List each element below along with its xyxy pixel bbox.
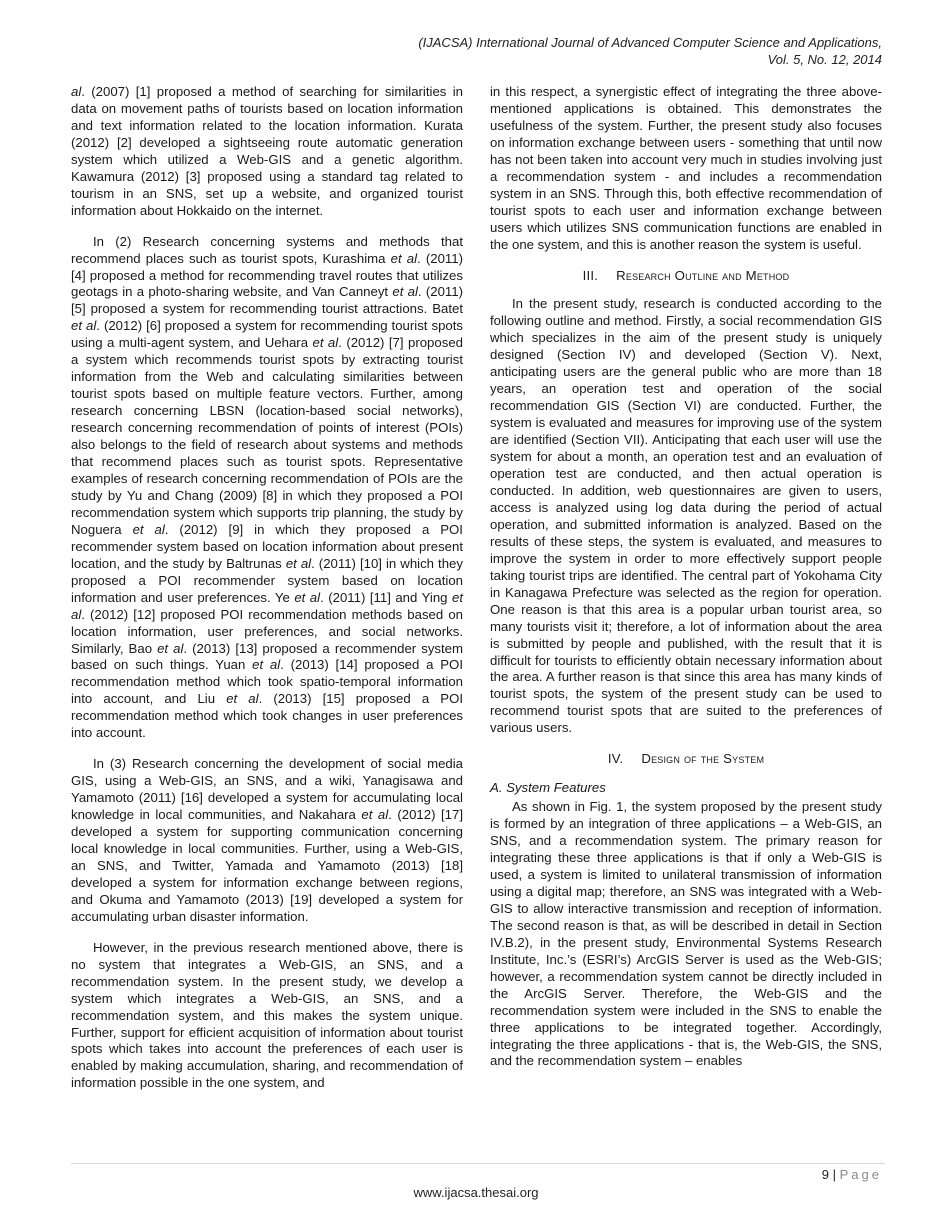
left-column — [71, 84, 463, 1106]
subsection-heading: A. System Features — [490, 780, 606, 796]
right-column — [490, 84, 882, 1084]
paragraph: In (3) Research concerning the development of social media GIS, using a Web-GIS, an SNS, and a wiki, Yanagisawa and Yamamoto (2011) [16] developed a system for accumulating local knowledge in local communities, and Nakahara et al. (2012) [17] developed a system for supporting communication concerning local knowledge in local communities. Further, using a Web-GIS, an SNS, and Twitter, Yamada and Yamamoto (2013) [18] developed a system for information exchange between regions, and Okuma and Yamamoto (2013) [19] developed a system for accumulating urban disaster information. — [71, 756, 463, 924]
section-heading: IV. Design of the System — [607, 751, 765, 767]
paragraph: However, in the previous research mentioned above, there is no system that integrates a Web-GIS, an SNS, and a recommendation system. In the present study, we develop a system which integrates a Web-GIS, an SNS, and a recommendation system, and this makes the system unique. Further, support for efficient acquisition of information about tourist spots which takes into account the preferences of each user is enabled by making accumulation, sharing, and recommendation of information possible in the one system, and — [71, 939, 463, 1091]
section-heading: III. Research Outline and Method — [582, 267, 790, 283]
paragraph: in this respect, a synergistic effect of integrating the three above-mentioned applications is obtained. This demonstrates the usefulness of the system. Further, the present study also focuses on information exchange between users - something that until now has not been taken into account very much in studies involving just a recommendation system - and includes a recommendation system in an SNS. Through this, both effective recommendation of tourist spots to each user and information exchange between users which utilizes SNS communication functions are enabled in the one system, and this is another reason the system is useful. — [490, 84, 882, 252]
journal-volume: Vol. 5, No. 12, 2014 — [767, 52, 882, 67]
footer-divider — [71, 1163, 885, 1164]
paragraph: al. (2007) [1] proposed a method of searching for similarities in data on movement paths of tourists based on location information and text information related to the location information. Kurata (2012) [2] developed a sightseeing route automatic generation system which utilized a Web-GIS and a genetic algorithm. Kawamura (2012) [3] proposed using a standard tag related to tourism in an SNS, set up a website, and organized tourist information about Hokkaido on the internet. — [71, 84, 463, 218]
paragraph: In (2) Research concerning systems and methods that recommend places such as tourist spots, Kurashima et al. (2011) [4] proposed a method for recommending travel routes that utilizes geotags in a photo-sharing website, and Van Canneyt et al. (2011) [5] proposed a system for recommending tourist attractions. Batet et al. (2012) [6] proposed a system for recommending tourist spots using a multi-agent system, and Uehara et al. (2012) [7] proposed a system which recommends tourist spots by extracting tourist information from the Web and calculating similarities between tourist spots based on multiple feature vectors. Further, among research concerning LBSN (location-based social networks), research concerning recommendation of points of interest (POIs) also belongs to the field of research about systems and methods that recommend places such as tourist spots. Representative examples of research concerning recommendation of POIs are the study by Yu and Chang (2009) [8] in which they proposed a POI recommendation system which supports trip planning, the study by Noguera et al. (2012) [9] in which they proposed a POI recommender system based on location information about present location, and the study by Baltrunas et al. (2011) [10] in which they proposed a POI recommender system based on location information and user preferences. Ye et al. (2011) [11] and Ying et al. (2012) [12] proposed POI recommendation methods based on location information, user preferences, and social networks. Similarly, Bao et al. (2013) [13] proposed a recommender system based on such things. Yuan et al. (2013) [14] proposed a POI recommendation method which took spatio-temporal information into account, and Liu et al. (2013) [15] proposed a POI recommendation method which took changes in user preferences into account. — [71, 233, 464, 741]
journal-title: (IJACSA) International Journal of Advanced Computer Science and Applications, — [418, 35, 882, 50]
paragraph: In the present study, research is conducted according to the following outline and method. Firstly, a social recommendation GIS which specializes in the aim of the present study is uniquely designed (Section IV) and developed (Section V). Next, anticipating users are the general public who are more than 18 years, an operation test and operation of the social recommendation GIS (Section VI) are conducted. Further, the system is evaluated and measures for improving use of the system are identified (Section VII). Anticipating that each user will use the system for about a month, an operation test and an evaluation of operation test are conducted, and then actual operation is conducted. In addition, web questionnaires are given to users, access is analyzed using log data during the period of actual operation, and submitted information is analyzed. Based on the results of these steps, the system is evaluated, and measures to improve the system in order to more effectively support people taking tourist trips are identified. The central part of Yokohama City in Kanagawa Prefecture was selected as the region for operation. One reason is that this area is a popular urban tourist area, so many tourists visit it; therefore, a lot of information about the area is submitted by people and published, with the result that it is difficult for tourists to efficiently obtain necessary information about the area. A further reason is that since this area has many kinds of tourist spots, the system of the present study can be used to recommend tourist spots that are suited to the preferences of various users. — [490, 296, 882, 736]
page-number: 9 | Page — [821, 1167, 882, 1182]
paragraph: As shown in Fig. 1, the system proposed by the present study is formed by an integration of three applications – a Web-GIS, an SNS, and a recommendation system. The primary reason for integrating these three applications is that if only a Web-GIS is used, a system is limited to unilateral transmission of information using a digital map; therefore, an SNS was integrated with a Web-GIS to allow interactive transmission and reception of information. The second reason is that, as will be described in detail in Section IV.B.2), in the present study, Environmental Systems Research Institute, Inc.’s (ESRI’s) ArcGIS Server is used as the Web-GIS; however, a recommendation system cannot be directly included in the ArcGIS Server. Therefore, the Web-GIS and the recommendation system were included in the SNS to enable the three applications to be integrated together. Accordingly, integrating the three applications - that is, the Web-GIS, the SNS, and the recommendation system – enables — [490, 799, 882, 1069]
journal-header — [418, 34, 882, 68]
footer-url: www.ijacsa.thesai.org — [413, 1185, 539, 1200]
